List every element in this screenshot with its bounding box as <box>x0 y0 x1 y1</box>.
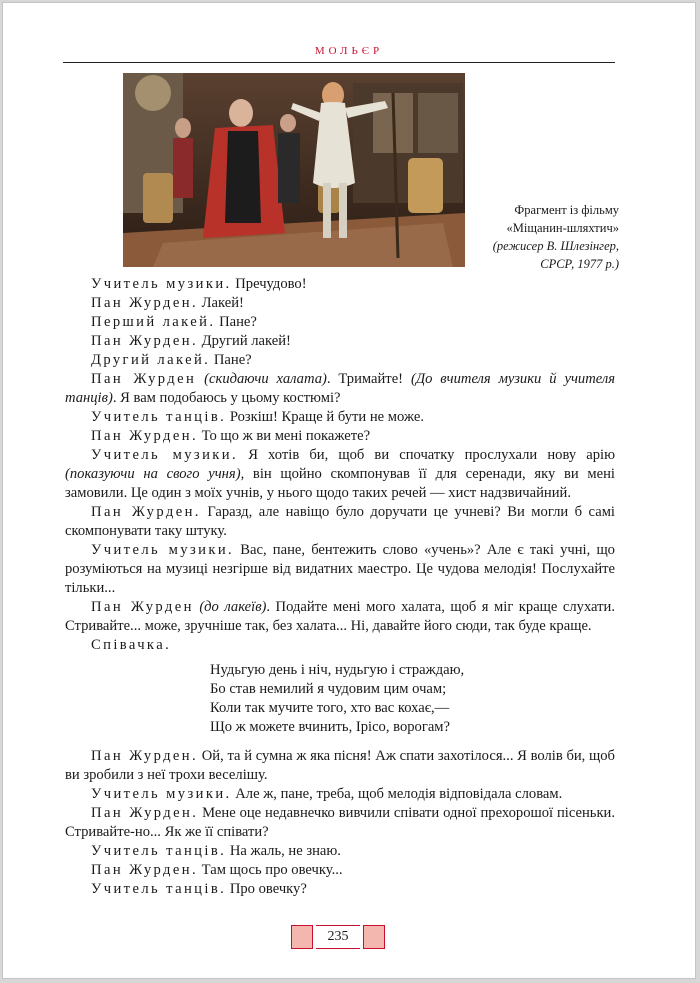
line-text: Я хотів би, щоб ви спочатку прослухали нову арію <box>238 447 615 463</box>
speaker: Перший лакей. <box>91 314 216 330</box>
line-text: . Я вам подобаюсь у цьому костюмі? <box>112 390 341 406</box>
dialogue-line <box>65 861 615 880</box>
verse-line: Коли так мучите того, хто вас кохає,— <box>210 700 450 716</box>
header-rule <box>63 62 615 63</box>
line-text: Лакей! <box>198 295 244 311</box>
line-text: Про овечку? <box>226 881 307 897</box>
film-still-photo <box>123 73 465 267</box>
figure-caption <box>473 201 619 273</box>
line-text: . Подайте мені мого халата, щоб я міг краще слухати. Стривайте... може, зручніше так, без халата... Ні, давайте його сюди, так буде краще. <box>65 599 615 634</box>
dialogue-line <box>65 541 615 598</box>
dialogue-line <box>65 275 615 294</box>
dialogue-line <box>65 747 615 785</box>
speaker: Пан Журден. <box>91 295 199 311</box>
dialogue-line <box>65 351 615 370</box>
play-text <box>65 275 615 899</box>
speaker: Пан Журден. <box>91 428 199 444</box>
dialogue-line <box>65 842 615 861</box>
speaker: Другий лакей. <box>91 352 211 368</box>
stage-direction: (показуючи на свого учня) <box>65 466 241 482</box>
speaker: Пан Журден. <box>91 862 199 878</box>
dialogue-line <box>65 636 615 655</box>
caption-line: «Міщанин-шляхтич» <box>506 221 619 235</box>
line-text: Пречудово! <box>231 276 307 292</box>
dialogue-line <box>65 598 615 636</box>
line-text: Але ж, пане, треба, щоб мелодія відповідала словам. <box>231 786 563 802</box>
speaker: Учитель танців. <box>91 409 227 425</box>
dialogue-line <box>65 503 615 541</box>
line-text: Вас, пане, бентежить слово «учень»? Але є такі учні, що розуміються на музиці незгірше від видатних маестро. Це чудова мелодія! Послухайте тільки... <box>65 542 615 596</box>
line-text: , він щойно скомпонував її для серенади, яку ви мені замовили. Це один з моїх учнів, у нього щодо таких речей — хист надзвичайний. <box>65 466 615 501</box>
speaker: Учитель танців. <box>91 881 227 897</box>
line-text: На жаль, не знаю. <box>226 843 341 859</box>
line-text: . Тримайте! <box>326 371 411 387</box>
speaker: Учитель музики. <box>91 447 239 463</box>
line-text: Розкіш! Краще й бути не може. <box>226 409 424 425</box>
book-page <box>2 2 696 979</box>
verse-line: Що ж можете вчинить, Ірісо, ворогам? <box>210 719 451 735</box>
caption-line: (режисер В. Шлезінгер, <box>492 239 619 253</box>
line-text: Ой, та й сумна ж яка пісня! Аж спати захотілося... Я волів би, щоб ви зробили з неї трохи веселішу. <box>65 748 615 783</box>
stage-direction: (скидаючи халата) <box>196 371 327 387</box>
song-verse <box>210 661 615 737</box>
speaker: Учитель музики. <box>91 276 232 292</box>
verse-line: Бо став немилий я чудовим цим очам; <box>210 681 447 697</box>
speaker: Пан Журден <box>91 599 194 615</box>
speaker: Пан Журден. <box>91 748 199 764</box>
line-text: Там щось про овечку... <box>198 862 343 878</box>
page-number: 235 <box>316 925 360 949</box>
speaker: Пан Журден <box>91 371 197 387</box>
dialogue-line <box>65 313 615 332</box>
dialogue-line <box>65 804 615 842</box>
speaker: Пан Журден. <box>91 805 199 821</box>
speaker: Співачка. <box>91 637 172 653</box>
line-text: Пане? <box>210 352 252 368</box>
page-tab-left <box>291 925 313 949</box>
dialogue-line <box>65 294 615 313</box>
stage-direction: (до лакеїв) <box>193 599 267 615</box>
page-number-box <box>291 925 387 951</box>
dialogue-line <box>65 332 615 351</box>
line-text: Гаразд, але навіщо було доручати це учневі? Ви могли б самі скомпонувати таку штуку. <box>65 504 615 539</box>
caption-line: Фрагмент із фільму <box>514 203 619 217</box>
speaker: Учитель танців. <box>91 843 227 859</box>
caption-line: СРСР, 1977 р.) <box>540 257 619 271</box>
dialogue-line <box>65 880 615 899</box>
dialogue-line <box>65 370 615 408</box>
speaker: Пан Журден. <box>91 333 199 349</box>
dialogue-line <box>65 427 615 446</box>
dialogue-line <box>65 408 615 427</box>
running-head: МОЛЬЄР <box>314 45 384 57</box>
line-text: Мене оце недавнечко вивчили співати одної прехорошої пісеньки. Стривайте-но... Як же її співати? <box>65 805 615 840</box>
speaker: Учитель музики. <box>91 786 232 802</box>
line-text: То що ж ви мені покажете? <box>198 428 371 444</box>
line-text: Другий лакей! <box>198 333 291 349</box>
dialogue-line <box>65 785 615 804</box>
dialogue-line <box>65 446 615 503</box>
film-still-illustration <box>123 73 465 267</box>
verse-line: Нудьгую день і ніч, нудьгую і страждаю, <box>210 662 465 678</box>
page-tab-right <box>363 925 385 949</box>
speaker: Пан Журден. <box>91 504 201 520</box>
speaker: Учитель музики. <box>91 542 235 558</box>
line-text: Пане? <box>215 314 257 330</box>
stage-direction: (До вчителя музики й учителя танців) <box>65 371 615 406</box>
